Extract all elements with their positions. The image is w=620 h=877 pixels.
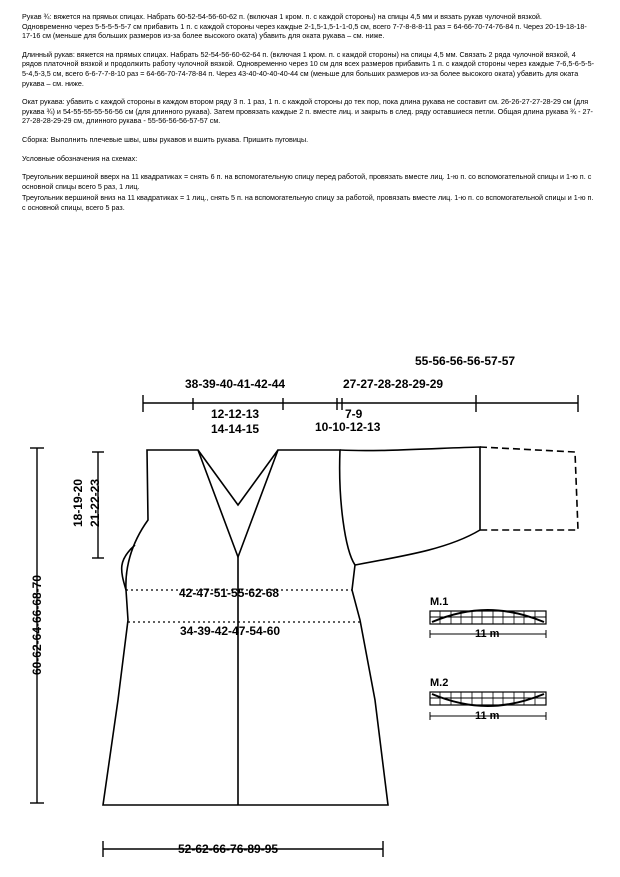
legend-heading: Условные обозначения на схемах: — [22, 153, 138, 163]
waist-width-label: 34-39-42-47-54-60 — [180, 624, 281, 638]
legend-triangle-down: Треугольник вершиной вниз на 11 квадратиках = 1 лиц., снять 5 п. на вспомогательную спицу за работой, провязать вместе лиц. 1-ю п. со вспомогательной спицы и 1-ю п. с основной спицы, всего 5 раз. — [22, 193, 594, 212]
assembly-paragraph: Сборка: Выполнить плечевые швы, швы рукавов и вшить рукава. Пришить пуговицы. — [22, 134, 309, 144]
sleeve-three-quarter-paragraph: Рукав ¾: вяжется на прямых спицах. Набрать 60-52-54-56-60-62 п. (включая 1 кром. п. с каждой стороны) на спицы 4,5 мм и вязать рукав чулочной вязкой. Одновременно через 5-5-5-5-5-7 см прибавить 1 п. с каждой стороны через каждые 2-1,5-1,5-1-1-0,5 см, всего 7-7-8-8-8-11 раз = 64-66-70-74-76-84 п. Через 20-19-18-18-17-16 см (меньше для больших размеров из-за более высокого оката) убавить для оката рукава – см. ниже. — [22, 12, 587, 41]
chart-m1-count: 11 m — [475, 628, 500, 640]
sleeve-cap-label: 27-27-28-28-29-29 — [343, 377, 444, 391]
legend-triangle-up: Треугольник вершиной вверх на 11 квадратиках = снять 6 п. на вспомогательную спицу перед работой, провязать вместе лиц. 1-ю п. со вспомогательной спицы и 1-ю п. с основной спицы всего 5 раз, 1 лиц. — [22, 172, 592, 191]
sleeve-outline — [340, 447, 578, 565]
chart-m2-label: M.2 — [430, 677, 449, 689]
neck-depth-label-2: 10-10-12-13 — [315, 420, 381, 434]
sleeve-length-label: 55-56-56-56-57-57 — [415, 354, 516, 368]
sleeve-cap-paragraph: Окат рукава: убавить с каждой стороны в каждом втором ряду 3 п. 1 раз, 1 п. с каждой стороны до тех пор, пока длина рукава не составит см. 26-26-27-27-28-29 см (для рукава ¾) и 54-55-55-55-56-56 см (для длинного рукава). Затем провязать каждые 2 п. вместе лиц. и закрыть в след. ряду оставшиеся петли. Общая длина рукава ¾ - 27-27-28-28-29-29 см, длинного рукава - 55-56-56-56-57-57 см. — [22, 97, 593, 126]
chart-m2-count: 11 m — [475, 710, 500, 722]
bust-width-label: 42-47-51-55-62-68 — [179, 586, 280, 600]
long-sleeve-paragraph: Длинный рукав: вяжется на прямых спицах. Набрать 52-54-56-60-62-64 п. (включая 1 кром. п. с каждой стороны) на спицы 4,5 мм. Связать 2 ряда чулочной вязкой, 4 рядов платочной вязкой и продолжить работу чулочной вязкой. Одновременно через 10 см для всех размеров прибавить 1 п. с каждой стороны через каждые 7-6,5-6-5-5-5-4,5-3,5 см, всего 6-6-7-7-8-10 раз = 64-66-70-74-78-84 п. Через 43-40-40-40-40-44 см (меньше для больших размеров из-за более высокого оката) убавить для оката рукава – см. ниже. — [22, 49, 594, 88]
neck-width-label-2: 14-14-15 — [211, 422, 260, 436]
body-length-label: 60-62-64-66-68-70 — [30, 574, 44, 676]
neck-depth-label-1: 7-9 — [345, 407, 363, 421]
neckline — [198, 450, 278, 505]
neck-width-label-1: 12-12-13 — [211, 407, 260, 421]
hem-width-label: 52-62-66-76-89-95 — [178, 842, 279, 856]
chart-m1-label: M.1 — [430, 596, 449, 608]
shoulder-width-label: 38-39-40-41-42-44 — [185, 377, 286, 391]
armhole-label-1: 18-19-20 — [71, 478, 85, 528]
armhole-label-2: 21-22-23 — [88, 478, 102, 528]
